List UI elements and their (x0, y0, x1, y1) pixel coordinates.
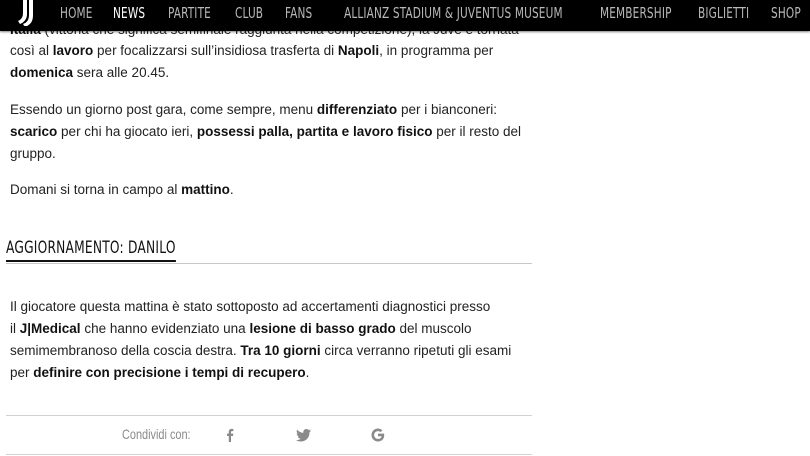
top-navigation-bar (0, 0, 810, 31)
text: Il giocatore questa mattina è stato sottoposto ad accertamenti diagnostici presso (10, 299, 491, 314)
share-label: Condividi con: (122, 426, 191, 442)
text: così al (10, 43, 53, 58)
bold-text: Napoli (337, 43, 380, 58)
text: , in programma per (379, 43, 494, 58)
nav-membership[interactable]: MEMBERSHIP (600, 4, 672, 22)
text: per (10, 365, 34, 380)
article-paragraph-1 (10, 40, 493, 84)
bold-text: domenica (10, 65, 74, 80)
bold-text: scarico (10, 124, 58, 139)
text: Domani si torna in campo al (10, 182, 182, 197)
text: sera alle 20.45. (73, 65, 170, 80)
text: Essendo un giorno post gara, come sempre, menu (10, 102, 317, 117)
share-bar (6, 415, 532, 455)
text: circa verranno ripetuti gli esami (320, 343, 512, 358)
section-header (6, 237, 532, 264)
text: . (305, 365, 310, 380)
bold-text: Tra 10 giorni (240, 343, 321, 358)
bold-text: definire con precisione i tempi di recupero (33, 365, 306, 380)
google-icon[interactable] (370, 427, 386, 443)
juventus-logo-icon[interactable] (8, 0, 38, 26)
text: per il resto del (432, 124, 522, 139)
article-paragraph-2 (10, 99, 521, 165)
nav-club[interactable]: CLUB (235, 4, 264, 22)
nav-fans[interactable]: FANS (285, 4, 313, 22)
article-paragraph-3 (10, 179, 234, 201)
bold-text: lavoro (52, 43, 94, 58)
nav-allianz-stadium-museum[interactable]: ALLIANZ STADIUM & JUVENTUS MUSEUM (344, 4, 563, 22)
nav-biglietti[interactable]: BIGLIETTI (698, 4, 750, 22)
nav-home[interactable]: HOME (60, 4, 93, 22)
nav-news[interactable]: NEWS (113, 4, 146, 22)
bold-text: lesione di basso grado (249, 321, 396, 336)
text: per i bianconeri: (397, 102, 497, 117)
nav-shop[interactable]: SHOP (771, 4, 801, 22)
bold-text: J|Medical (19, 321, 81, 336)
facebook-icon[interactable] (222, 427, 238, 443)
section-title: AGGIORNAMENTO: DANILO (6, 237, 176, 262)
text: del muscolo (395, 321, 472, 336)
text: per chi ha giocato ieri, (57, 124, 197, 139)
twitter-icon[interactable] (296, 427, 312, 443)
nav-partite[interactable]: PARTITE (168, 4, 211, 22)
text: il (10, 321, 20, 336)
article-paragraph-4 (10, 296, 511, 384)
bold-text: possessi palla, partita e lavoro fisico (196, 124, 433, 139)
bold-text: mattino (181, 182, 230, 197)
text: gruppo. (10, 146, 56, 161)
bold-text: differenziato (316, 102, 398, 117)
text: semimembranoso della coscia destra. (10, 343, 241, 358)
text: . (229, 182, 234, 197)
text: che hanno evidenziato una (80, 321, 250, 336)
text: per focalizzarsi sull’insidiosa trasferta di (93, 43, 338, 58)
